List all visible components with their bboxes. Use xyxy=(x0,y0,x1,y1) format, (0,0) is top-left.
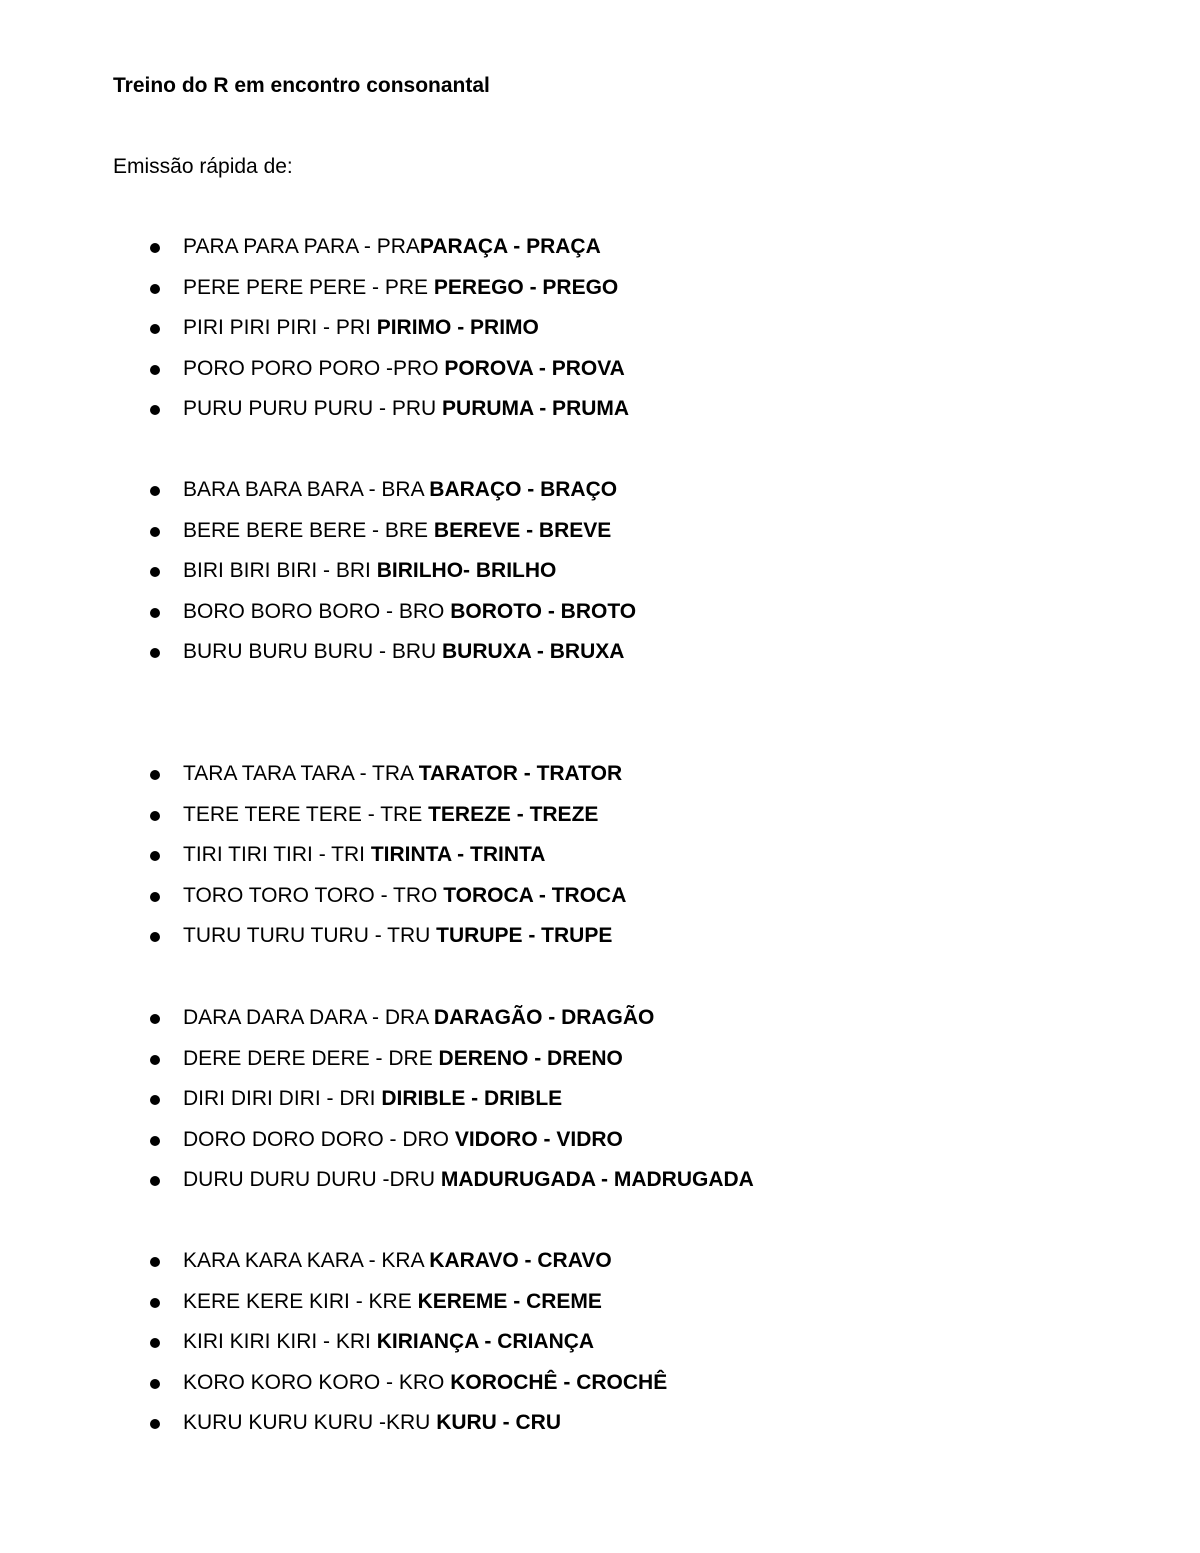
bullet-icon xyxy=(150,1379,160,1389)
word-pair: PEREGO - PREGO xyxy=(433,275,619,299)
bullet-icon xyxy=(150,486,160,496)
bullet-icon xyxy=(150,284,160,294)
item-text xyxy=(183,314,539,342)
item-text xyxy=(183,1409,561,1437)
word-pair: KEREME - CREME xyxy=(417,1289,602,1313)
item-text xyxy=(183,1126,623,1154)
item-text xyxy=(183,801,598,829)
syllable-drill: TORO TORO TORO - TRO xyxy=(183,883,444,907)
syllable-drill: BORO BORO BORO - BRO xyxy=(183,599,451,623)
bullet-icon xyxy=(150,1176,160,1186)
word-pair: DIRIBLE - DRIBLE xyxy=(381,1087,563,1111)
bullet-icon xyxy=(150,932,160,942)
item-text xyxy=(183,274,618,302)
syllable-drill: KARA KARA KARA - KRA xyxy=(183,1249,430,1272)
item-text xyxy=(183,517,611,545)
item-text xyxy=(183,1004,654,1032)
word-pair: POROVA - PROVA xyxy=(444,356,625,380)
syllable-drill: PERE PERE PERE - PRE xyxy=(183,275,434,299)
bullet-icon xyxy=(150,892,160,902)
item-text xyxy=(183,882,626,910)
word-pair: TIRINTA - TRINTA xyxy=(370,843,546,867)
bullet-icon xyxy=(150,405,160,415)
item-text xyxy=(183,1369,667,1397)
word-pair: BARAÇO - BRAÇO xyxy=(429,478,618,501)
word-pair: TEREZE - TREZE xyxy=(428,802,599,826)
bullet-icon xyxy=(150,770,160,780)
word-pair: DARAGÃO - DRAGÃO xyxy=(433,1006,655,1029)
bullet-icon xyxy=(150,365,160,375)
word-pair: BURUXA - BRUXA xyxy=(442,640,625,664)
syllable-drill: PORO PORO PORO -PRO xyxy=(183,356,445,380)
bullet-icon xyxy=(150,1298,160,1308)
syllable-drill: PARA PARA PARA - PRA xyxy=(183,235,420,258)
syllable-drill: BARA BARA BARA - BRA xyxy=(183,478,430,501)
word-pair: MADURUGADA - MADRUGADA xyxy=(440,1168,754,1192)
syllable-drill: KERE KERE KIRI - KRE xyxy=(183,1289,418,1313)
item-text xyxy=(183,1288,602,1316)
item-text xyxy=(183,598,636,626)
bullet-icon xyxy=(150,324,160,334)
bullet-icon xyxy=(150,1338,160,1348)
item-text xyxy=(183,1166,754,1194)
item-text xyxy=(183,233,601,261)
bullet-icon xyxy=(150,608,160,618)
item-text xyxy=(183,476,617,504)
bullet-icon xyxy=(150,648,160,658)
bullet-icon xyxy=(150,851,160,861)
word-pair: BEREVE - BREVE xyxy=(433,518,612,542)
syllable-drill: PURU PURU PURU - PRU xyxy=(183,397,443,421)
syllable-drill: TURU TURU TURU - TRU xyxy=(183,924,437,948)
word-pair: TARATOR - TRATOR xyxy=(418,762,623,785)
word-pair: KURU - CRU xyxy=(436,1411,562,1435)
item-text xyxy=(183,557,556,585)
bullet-icon xyxy=(150,1257,160,1267)
bullet-icon xyxy=(150,243,160,253)
syllable-drill: TARA TARA TARA - TRA xyxy=(183,762,419,785)
page-title: Treino do R em encontro consonantal xyxy=(113,74,490,97)
item-text xyxy=(183,638,624,666)
item-text xyxy=(183,1085,562,1113)
word-pair: KOROCHÊ - CROCHÊ xyxy=(450,1370,668,1394)
item-text xyxy=(183,355,625,383)
syllable-drill: PIRI PIRI PIRI - PRI xyxy=(183,316,377,340)
word-pair: DERENO - DRENO xyxy=(438,1046,623,1070)
item-text xyxy=(183,395,629,423)
instruction-text: Emissão rápida de: xyxy=(113,155,293,178)
item-text xyxy=(183,1045,623,1073)
syllable-drill: KURU KURU KURU -KRU xyxy=(183,1411,437,1435)
syllable-drill: TIRI TIRI TIRI - TRI xyxy=(183,843,371,867)
word-pair: PIRIMO - PRIMO xyxy=(376,316,539,340)
syllable-drill: DORO DORO DORO - DRO xyxy=(183,1127,455,1151)
syllable-drill: BURU BURU BURU - BRU xyxy=(183,640,443,664)
bullet-icon xyxy=(150,567,160,577)
bullet-icon xyxy=(150,1055,160,1065)
syllable-drill: KORO KORO KORO - KRO xyxy=(183,1370,451,1394)
syllable-drill: KIRI KIRI KIRI - KRI xyxy=(183,1330,377,1354)
item-text xyxy=(183,922,612,950)
bullet-icon xyxy=(150,811,160,821)
word-pair: BOROTO - BROTO xyxy=(450,599,637,623)
syllable-drill: DURU DURU DURU -DRU xyxy=(183,1168,441,1192)
bullet-icon xyxy=(150,527,160,537)
word-pair: PARAÇA - PRAÇA xyxy=(419,235,601,258)
word-pair: KIRIANÇA - CRIANÇA xyxy=(376,1330,595,1354)
item-text xyxy=(183,1247,612,1275)
bullet-icon xyxy=(150,1419,160,1429)
word-pair: TOROCA - TROCA xyxy=(443,883,627,907)
word-pair: KARAVO - CRAVO xyxy=(429,1249,612,1272)
word-pair: PURUMA - PRUMA xyxy=(442,397,630,421)
word-pair: TURUPE - TRUPE xyxy=(436,924,613,948)
syllable-drill: DARA DARA DARA - DRA xyxy=(183,1006,434,1029)
item-text xyxy=(183,760,622,788)
syllable-drill: BIRI BIRI BIRI - BRI xyxy=(183,559,377,583)
item-text xyxy=(183,841,545,869)
item-text xyxy=(183,1328,594,1356)
word-pair: BIRILHO- BRILHO xyxy=(376,559,557,583)
syllable-drill: BERE BERE BERE - BRE xyxy=(183,518,434,542)
bullet-icon xyxy=(150,1014,160,1024)
syllable-drill: DERE DERE DERE - DRE xyxy=(183,1046,439,1070)
bullet-icon xyxy=(150,1095,160,1105)
word-pair: VIDORO - VIDRO xyxy=(454,1127,623,1151)
syllable-drill: TERE TERE TERE - TRE xyxy=(183,802,429,826)
syllable-drill: DIRI DIRI DIRI - DRI xyxy=(183,1087,382,1111)
bullet-icon xyxy=(150,1136,160,1146)
